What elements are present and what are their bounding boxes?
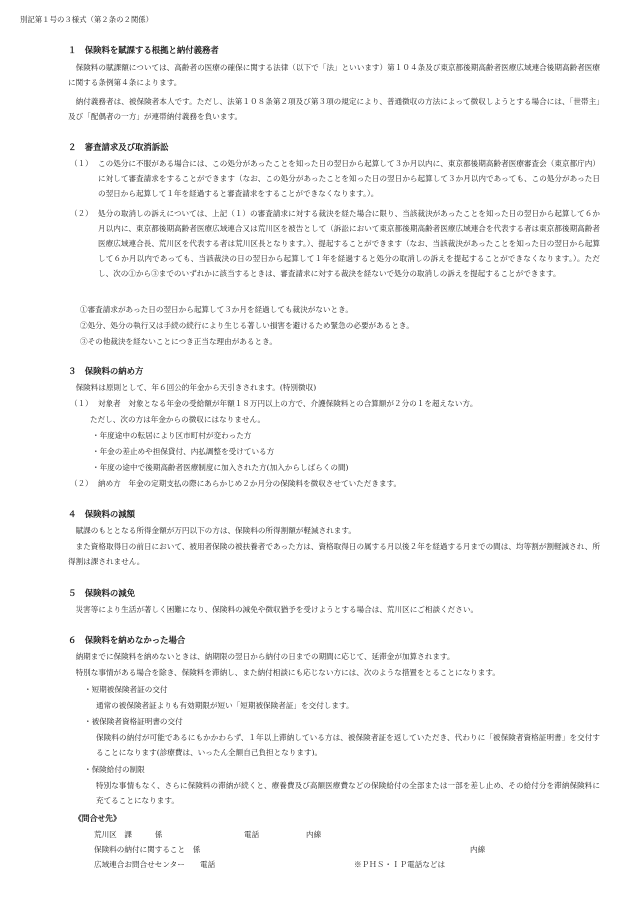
section-2-title: ２ 審査請求及び取消訴訟 — [68, 142, 169, 152]
measure-1-text: 通常の被保険者証よりも有効期限が短い「短期被保険者証」を交付します。 — [96, 701, 354, 710]
item-text: 納め方 年金の定期支払の際にあらかじめ２か月分の保険料を徴収させていただきます。 — [98, 479, 402, 488]
section-1-paragraph-1: 保険料の賦課額については、高齢者の医療の確保に関する法律（以下で「法」といいます）第１０４条及び東京都後期高齢者医療広域連合後期高齢者医療に関する条例第４条によります。 — [68, 63, 600, 87]
section-3-paragraph-1: 保険料は原則として、年６回公的年金から天引きされます。(特別徴収) — [75, 383, 317, 392]
contact-heading: 《問合せ先》 — [74, 814, 121, 823]
section-4-paragraph-1: 賦課のもととなる所得金額が万円以下の方は、保険料の所得割額が軽減されます。 — [75, 526, 356, 535]
item-number: （１） — [70, 159, 93, 168]
contact-row-3-center: 広域連合お問合せセンター 電話 — [94, 860, 216, 869]
measure-2-label: ・被保険者資格証明書の交付 — [84, 717, 183, 726]
contact-row-1-phone: 電話 — [244, 830, 260, 839]
section-2-item-2 — [70, 206, 600, 281]
item-text: 処分の取消しの訴えについては、上記（１）の審査請求に対する裁決を経た場合に限り、当該裁決があったことを知った日の翌日から起算して６か月以内に、東京都後期高齢者医療広域連合又は荒川区を被告として（訴訟において東京都後期高齢者医療広域連合を代表する者は東京都後期高齢者医療広域連合長、荒川区を代表する者は荒川区長となります。）、提起することができます（なお、当該裁決があったことを知った日の翌日から起算して６か月以内であっても、当該裁決の日の翌日から起算して１年を経過すると処分の取消しの訴えを提起することができなくなります。）。ただし、次の①から③までのいずれかに該当するときは、審査請求に対する裁決を経ないで処分の取消しの訴えを提起することができます。 — [98, 209, 600, 278]
exclusion-3: ・年度の途中で後期高齢者医療制度に加入された方(加入からしばらくの間) — [92, 463, 349, 472]
measure-3-label: ・保険給付の制限 — [84, 765, 145, 774]
section-3-item-1-note: ただし、次の方は年金からの徴収にはなりません。 — [90, 415, 266, 424]
contact-row-3-note: ※ＰＨＳ・ＩＰ電話などは — [354, 860, 446, 869]
section-3-title: ３ 保険料の納め方 — [68, 366, 144, 376]
section-2-item-1 — [70, 156, 600, 201]
condition-2: ②処分、処分の執行又は手続の続行により生じる著しい損害を避けるため緊急の必要があるとき。 — [80, 321, 414, 330]
section-5-paragraph-1: 災害等により生活が著しく困難になり、保険料の減免や徴収猶予を受けようとする場合は、荒川区にご相談ください。 — [75, 605, 479, 614]
section-4-paragraph-2: また資格取得日の前日において、被用者保険の被扶養者であった方は、資格取得日の属する月以後２年を経過する月までの間は、均等割が割軽減され、所得割は課されません。 — [68, 542, 600, 566]
exclusion-2: ・年金の差止めや担保貸付、内払調整を受けている方 — [92, 447, 275, 456]
condition-3: ③その他裁決を経ないことにつき正当な理由があるとき。 — [80, 337, 277, 346]
section-6-title: ６ 保険料を納めなかった場合 — [68, 635, 186, 645]
section-4-title: ４ 保険料の減額 — [68, 509, 135, 519]
section-1-paragraph-2: 納付義務者は、被保険者本人です。ただし、法第１０８条第２項及び第３項の規定により、普通徴収の方法によって徴収しようとする場合には、「世帯主」及び「配偶者の一方」が連帯納付義務を負います。 — [68, 97, 600, 121]
contact-row-1-extension: 内線 — [306, 830, 322, 839]
item-text: 対象者 対象となる年金の受給額が年額１８万円以上の方で、介護保険料との合算額が２分の１を超えない方。 — [98, 399, 478, 408]
condition-1: ①審査請求があった日の翌日から起算して３か月を経過しても裁決がないとき。 — [80, 305, 353, 314]
measure-1-label: ・短期被保険者証の交付 — [84, 685, 168, 694]
section-3-item-2 — [70, 476, 600, 491]
section-1-title: １ 保険料を賦課する根拠と納付義務者 — [68, 45, 219, 55]
item-number: （２） — [70, 479, 93, 488]
contact-row-2-department: 保険料の納付に関すること 係 — [94, 845, 201, 854]
section-6-paragraph-2: 特別な事情がある場合を除き、保険料を滞納し、また納付相談にも応じない方には、次のような措置をとることになります。 — [75, 668, 500, 677]
contact-row-1-department: 荒川区 課 係 — [94, 830, 163, 839]
measure-2-text: 保険料の納付が可能であるにもかかわらず、１年以上滞納している方は、被保険者証を返していただき、代わりに「被保険者資格証明書」を交付することになります(診療費は、いったん全額自己負担となります)。 — [96, 733, 600, 757]
contact-row-2-extension: 内線 — [470, 845, 486, 854]
item-text: この処分に不服がある場合には、この処分があったことを知った日の翌日から起算して３か月以内に、東京都後期高齢者医療審査会（東京都庁内）に対して審査請求をすることができます（なお、この処分があったことを知った日の翌日から起算して３か月以内であっても、この処分があった日の翌日から起算して１年を経過すると審査請求をすることができなくなります。）。 — [98, 159, 600, 198]
exclusion-1: ・年度途中の転居により区市町村が変わった方 — [92, 431, 252, 440]
section-6-paragraph-1: 納期までに保険料を納めないときは、納期限の翌日から納付の日までの期間に応じて、延滞金が加算されます。 — [75, 652, 455, 661]
section-3-item-1 — [70, 396, 600, 411]
item-number: （１） — [70, 399, 93, 408]
measure-3-text: 特別な事情もなく、さらに保険料の滞納が続くと、療養費及び高額医療費などの保険給付の全部または一部を差し止め、その給付分を滞納保険料に充てることになります。 — [96, 781, 600, 805]
form-identifier: 別記第１号の３様式（第２条の２関係） — [20, 15, 154, 24]
item-number: （２） — [70, 209, 93, 218]
section-5-title: ５ 保険料の減免 — [68, 588, 135, 598]
